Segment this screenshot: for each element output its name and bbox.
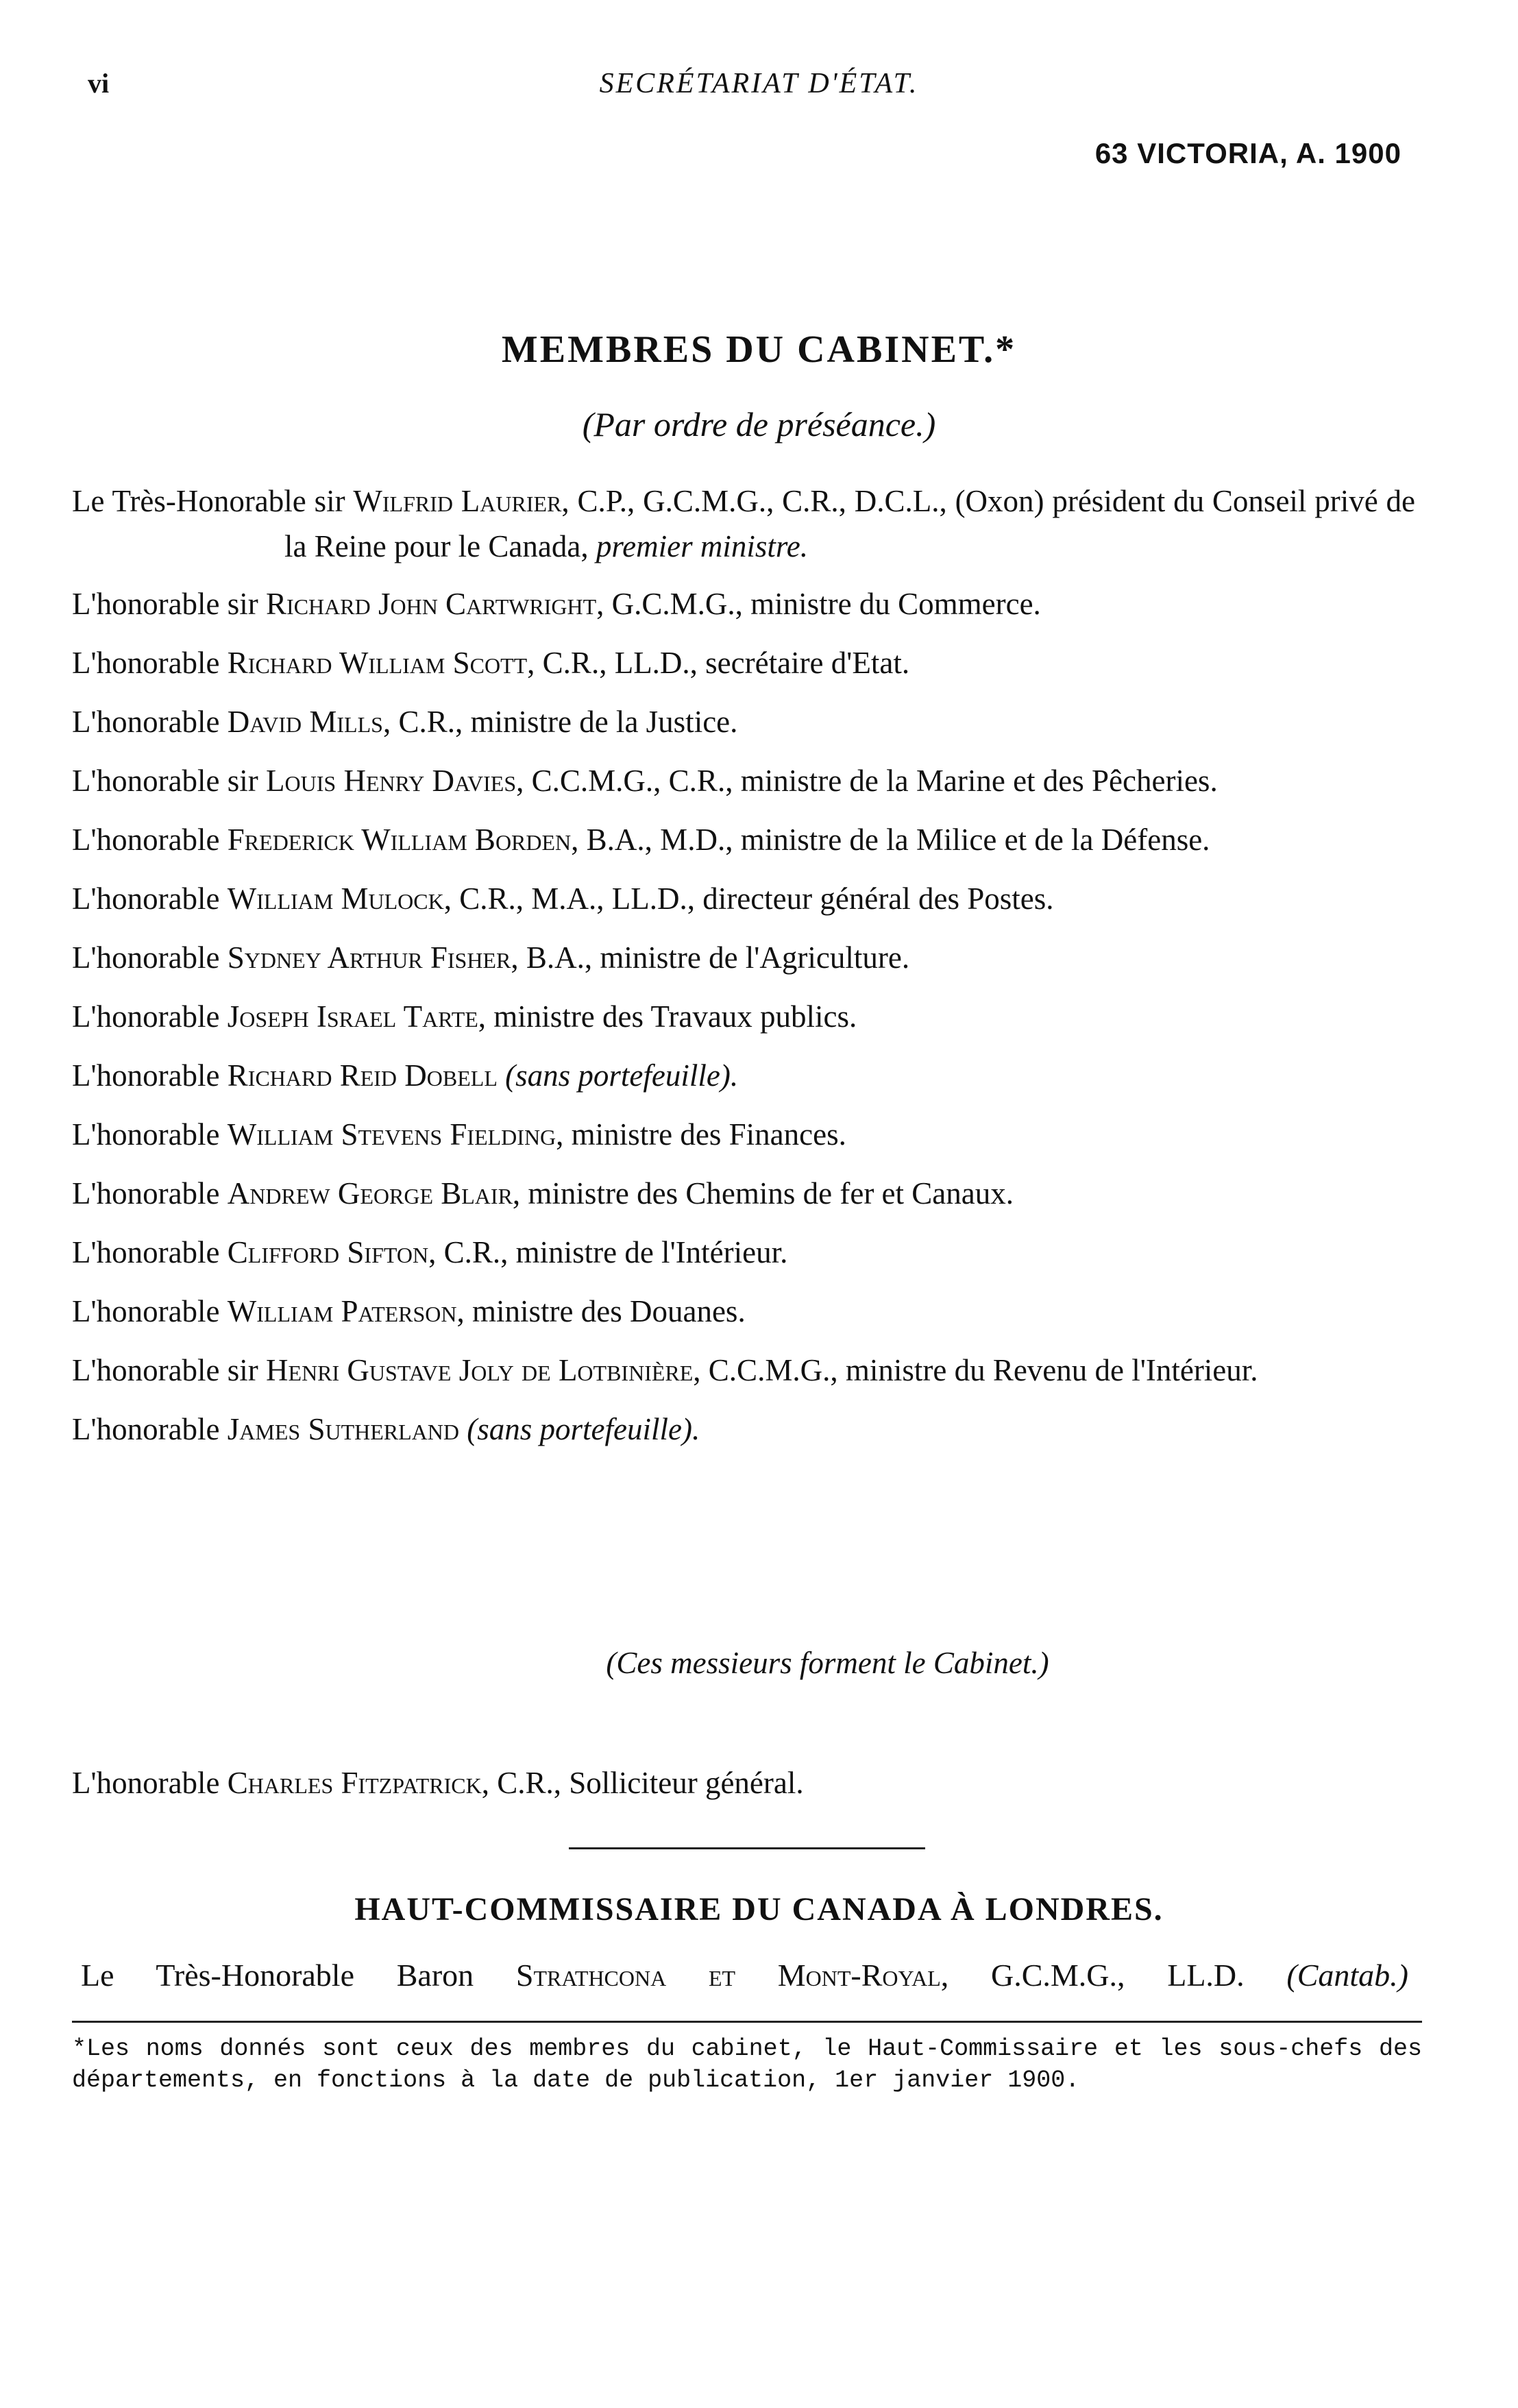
cabinet-entry: L'honorable William Stevens Fielding, ministre des Finances. bbox=[72, 1117, 846, 1152]
high-commissioner-entry: Le Très-Honorable Baron Strathcona et Mont-Royal, G.C.M.G., LL.D. (Cantab.) bbox=[81, 1958, 1408, 1993]
member-name: Wilfrid Laurier bbox=[353, 484, 562, 518]
cabinet-entry: L'honorable Joseph Israel Tarte, ministre des Travaux publics. bbox=[72, 999, 857, 1034]
session-label: 63 VICTORIA, A. 1900 bbox=[1094, 137, 1401, 169]
running-title: SECRÉTARIAT D'ÉTAT. bbox=[599, 68, 919, 99]
cabinet-entry: L'honorable Richard William Scott, C.R., LL.D., secrétaire d'Etat. bbox=[72, 646, 910, 680]
member-name: Andrew George Blair bbox=[227, 1176, 513, 1211]
cabinet-entry: L'honorable Richard Reid Dobell (sans portefeuille). bbox=[72, 1058, 739, 1093]
member-name: Joseph Israel Tarte bbox=[227, 999, 478, 1034]
member-name: William Stevens Fielding bbox=[227, 1117, 556, 1152]
footnote-rule bbox=[72, 2021, 1422, 2023]
member-name: David Mills bbox=[227, 705, 383, 739]
cabinet-entry: L'honorable Sydney Arthur Fisher, B.A., ministre de l'Agriculture. bbox=[72, 940, 910, 975]
page-subtitle: (Par ordre de préséance.) bbox=[582, 405, 936, 443]
member-name: Henri Gustave Joly de Lotbinière bbox=[266, 1353, 694, 1387]
member-name: William Mulock bbox=[227, 881, 444, 916]
member-name: James Sutherland bbox=[227, 1412, 460, 1446]
member-name: Louis Henry Davies bbox=[266, 764, 517, 798]
section-divider bbox=[569, 1847, 925, 1849]
high-commissioner-heading: HAUT-COMMISSAIRE DU CANADA À LONDRES. bbox=[354, 1891, 1164, 1927]
page-number: vi bbox=[88, 68, 110, 99]
footnote: *Les noms donnés sont ceux des membres du cabinet, le Haut-Commissaire et les sous-chefs des départements, en fonctions à la date de publication, 1er janvier 1900. bbox=[72, 2035, 1422, 2094]
cabinet-entry: L'honorable William Mulock, C.R., M.A., LL.D., directeur général des Postes. bbox=[72, 881, 1054, 916]
member-name: Richard Reid Dobell bbox=[227, 1058, 498, 1093]
member-name: Richard John Cartwright bbox=[266, 587, 597, 621]
cabinet-list bbox=[72, 478, 1415, 1466]
member-name: Strathcona et Mont-Royal bbox=[515, 1958, 941, 1993]
solicitor-general-entry: L'honorable Charles Fitzpatrick, C.R., Solliciteur général. bbox=[72, 1766, 804, 1800]
member-name: William Paterson bbox=[227, 1294, 457, 1328]
page-title: MEMBRES DU CABINET.* bbox=[501, 328, 1017, 371]
cabinet-entry: L'honorable Frederick William Borden, B.A., M.D., ministre de la Milice et de la Défense. bbox=[72, 823, 1210, 857]
cabinet-entry: L'honorable sir Henri Gustave Joly de Lotbinière, C.C.M.G., ministre du Revenu de l'Intérieur. bbox=[72, 1353, 1258, 1387]
cabinet-entry: L'honorable Andrew George Blair, ministre des Chemins de fer et Canaux. bbox=[72, 1176, 1014, 1211]
cabinet-entry: L'honorable sir Richard John Cartwright, G.C.M.G., ministre du Commerce. bbox=[72, 587, 1041, 621]
member-name: Clifford Sifton bbox=[227, 1235, 429, 1269]
cabinet-entry: L'honorable William Paterson, ministre des Douanes. bbox=[72, 1294, 746, 1328]
member-name: Richard William Scott bbox=[227, 646, 528, 680]
member-name: Sydney Arthur Fisher bbox=[227, 940, 511, 975]
cabinet-entry: L'honorable James Sutherland (sans portefeuille). bbox=[72, 1412, 700, 1446]
cabinet-entry: Le Très-Honorable sir Wilfrid Laurier, C.P., G.C.M.G., C.R., D.C.L., (Oxon) président du Conseil privé de la Reine pour le Canada, premier ministre. bbox=[72, 484, 1415, 563]
cabinet-entry: L'honorable David Mills, C.R., ministre de la Justice. bbox=[72, 705, 738, 739]
member-name: Charles Fitzpatrick bbox=[227, 1766, 482, 1800]
cabinet-note: (Ces messieurs forment le Cabinet.) bbox=[606, 1646, 1049, 1680]
member-name: Frederick William Borden bbox=[227, 823, 572, 857]
cabinet-entry: L'honorable Clifford Sifton, C.R., ministre de l'Intérieur. bbox=[72, 1235, 788, 1269]
cabinet-entry: L'honorable sir Louis Henry Davies, C.C.M.G., C.R., ministre de la Marine et des Pêcheries. bbox=[72, 764, 1218, 798]
